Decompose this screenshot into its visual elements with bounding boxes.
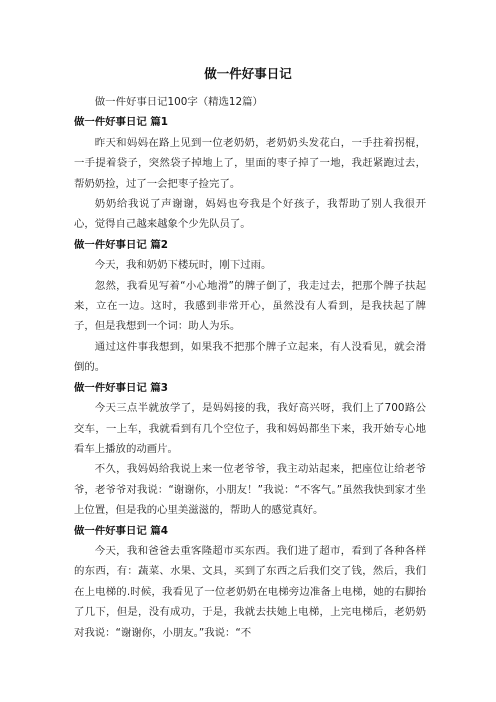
document-body bbox=[74, 92, 426, 643]
section-1-paragraph-1: 昨天和妈妈在路上见到一位老奶奶，老奶奶头发花白，一手拄着拐棍，一手提着袋子，突然袋子掉地上了，里面的枣子掉了一地，我赶紧跑过去，帮奶奶捡，过了一会把枣子捡完了。 bbox=[74, 136, 426, 190]
section-4-paragraph-1: 今天，我和爸爸去重客隆超市买东西。我们进了超市，看到了各种各样的东西，有：蔬菜、水果、文具，买到了东西之后我们交了钱，然后，我们在上电梯的.时候，我看见了一位老奶奶在电梯旁边准备上电梯，她的右脚抬了几下，但是，没有成功，于是，我就去扶她上电梯，上完电梯后，老奶奶对我说：“谢谢你，小朋友。”我说：“不 bbox=[74, 544, 426, 639]
document-title: 做一件好事日记 bbox=[204, 66, 292, 81]
section-3-paragraph-2: 不久，我妈妈给我说上来一位老爷爷，我主动站起来，把座位让给老爷爷，老爷爷对我说：“谢谢你，小朋友！”我说：“不客气。”虽然我快到家才坐上位置，但是我的心里美滋滋的，帮助人的感觉真好。 bbox=[74, 463, 426, 517]
section-2-paragraph-2: 忽然，我看见写着“小心地滑”的牌子倒了，我走过去，把那个牌子扶起来，立在一边。这时，我感到非常开心，虽然没有人看到，是我扶起了牌子，但是我想到一个词：助人为乐。 bbox=[74, 279, 426, 333]
section-3-paragraph-1: 今天三点半就放学了，是妈妈接的我，我好高兴呀，我们上了700路公交车，一上车，我就看到有几个空位子，我和妈妈都坐下来，我开始专心地看车上播放的动画片。 bbox=[74, 402, 426, 455]
section-heading-2: 做一件好事日记 篇2 bbox=[74, 238, 168, 251]
section-heading-4: 做一件好事日记 篇4 bbox=[74, 524, 168, 537]
intro-line: 做一件好事日记100字（精选12篇） bbox=[94, 96, 263, 108]
section-2-paragraph-3: 通过这件事我想到，如果我不把那个牌子立起来，有人没看见，就会滑倒的。 bbox=[74, 340, 426, 374]
section-heading-3: 做一件好事日记 篇3 bbox=[74, 381, 168, 394]
section-heading-1: 做一件好事日记 篇1 bbox=[74, 116, 168, 129]
section-2-paragraph-1: 今天，我和奶奶下楼玩时，刚下过雨。 bbox=[94, 259, 272, 272]
section-1-paragraph-2: 奶奶给我说了声谢谢，妈妈也夸我是个好孩子，我帮助了别人我很开心，觉得自己越来越象个少先队员了。 bbox=[74, 198, 426, 231]
